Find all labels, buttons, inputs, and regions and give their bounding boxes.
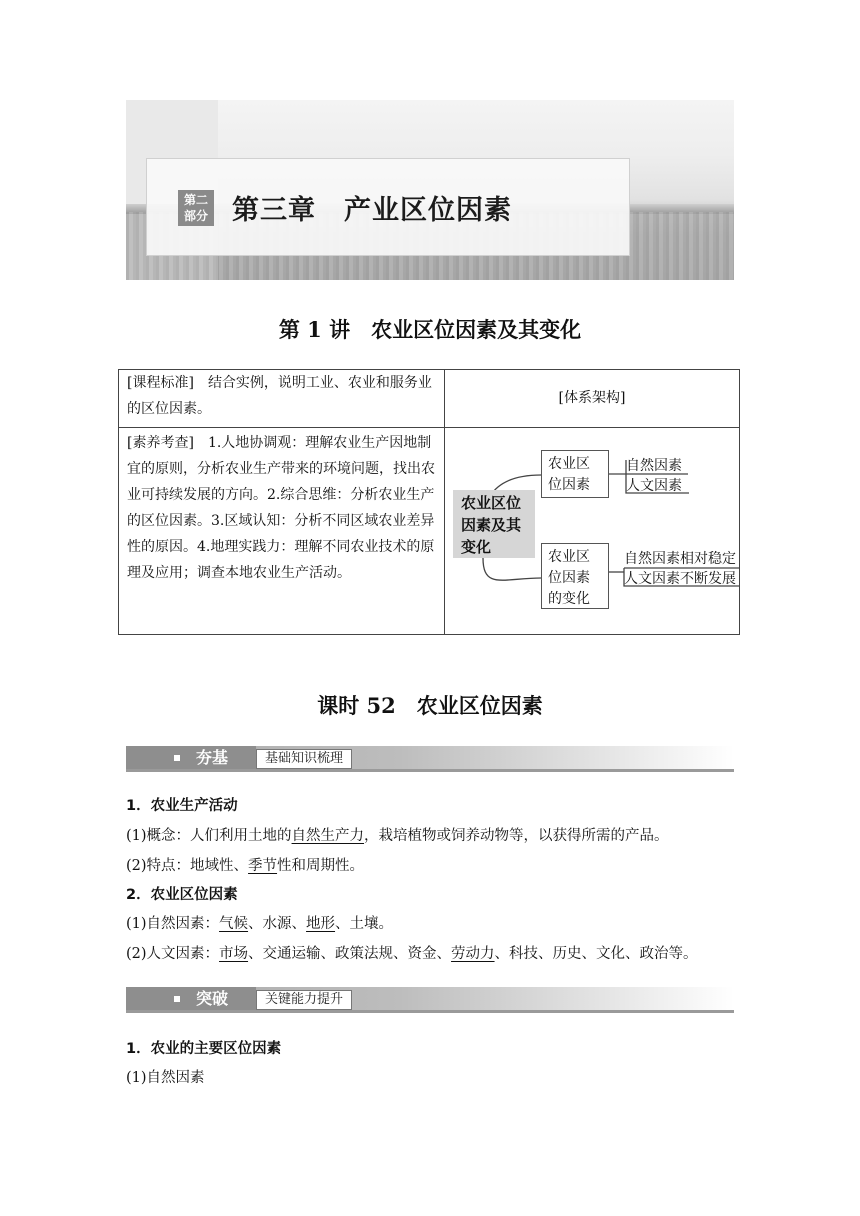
section-subtitle: 关键能力提升 (256, 990, 352, 1010)
mindmap-leaf-human: 人文因素 (626, 478, 682, 494)
human-text-mid: 、交通运输、政策法规、资金、 (248, 946, 452, 962)
natural-text-mid: 、水源、 (248, 916, 307, 932)
heading-main-factors: 1．农业的主要区位因素 (126, 1041, 282, 1057)
human-text-end: 、科技、历史、文化、政治等。 (494, 946, 698, 962)
feature-answer: 季节 (248, 858, 278, 874)
mindmap-root: 农业区位因素及其变化 (453, 490, 535, 558)
curriculum-standard-label: [课程标准] (127, 375, 194, 391)
square-bullet-icon (174, 755, 180, 761)
section-bar-dark (126, 987, 256, 1011)
curriculum-standard-text: 结合实例，说明工业、农业和服务业的区位因素。 (127, 375, 432, 417)
natural-answer-terrain: 地形 (306, 916, 336, 932)
mindmap-branch-factors: 农业区位因素 (541, 450, 609, 498)
curriculum-standard-cell (127, 370, 439, 422)
section-label: 突破 (196, 989, 229, 1008)
concept-text-end: ，栽培植物或饲养动物等，以获得所需的产品。 (364, 828, 669, 844)
section-bar-breakthrough (126, 987, 734, 1013)
mindmap-leaf-natural-stable: 自然因素相对稳定 (624, 551, 736, 567)
concept-answer: 自然生产力 (291, 828, 365, 844)
natural-text: (1)自然因素： (126, 916, 220, 932)
concept-line (126, 826, 669, 846)
heading-location-factors: 2．农业区位因素 (126, 887, 238, 903)
chapter-banner (126, 100, 734, 280)
feature-line (126, 856, 364, 876)
table-divider-horizontal (118, 427, 740, 428)
concept-text: (1)概念：人们利用土地的 (126, 828, 292, 844)
human-answer-market: 市场 (219, 946, 249, 962)
natural-factors-line (126, 914, 393, 934)
section-label: 夯基 (196, 748, 229, 767)
human-text: (2)人文因素： (126, 946, 220, 962)
part-tag-line1: 第二 (183, 193, 208, 207)
section-bar-underline (126, 769, 734, 772)
feature-text: (2)特点：地域性、 (126, 858, 249, 874)
section-subtitle: 基础知识梳理 (256, 749, 352, 769)
human-factors-line (126, 944, 698, 964)
section-bar-foundation (126, 746, 734, 772)
mindmap-branch-changes: 农业区位因素的变化 (541, 543, 609, 609)
natural-factors-subheading: (1)自然因素 (126, 1070, 205, 1086)
natural-text-end: 、土壤。 (335, 916, 394, 932)
section-bar-dark (126, 746, 256, 770)
part-tag-line2: 部分 (183, 209, 208, 223)
section-bar-underline (126, 1010, 734, 1013)
human-answer-labor: 劳动力 (451, 946, 495, 962)
chapter-title: 第三章 产业区位因素 (232, 195, 512, 226)
lecture-title: 第 1 讲 农业区位因素及其变化 (278, 317, 582, 342)
square-bullet-icon (174, 996, 180, 1002)
feature-text-end: 性和周期性。 (277, 858, 365, 874)
natural-answer-climate: 气候 (219, 916, 249, 932)
mindmap-leaf-natural: 自然因素 (626, 458, 682, 474)
mindmap-leaf-human-developing: 人文因素不断发展 (624, 571, 736, 587)
part-tag (178, 190, 214, 226)
heading-agri-activity: 1．农业生产活动 (126, 798, 238, 814)
literacy-cell (127, 430, 439, 586)
literacy-label: [素养考查] (127, 435, 194, 451)
framework-label: [体系架构] (558, 390, 626, 406)
lesson-title: 课时 52 农业区位因素 (317, 693, 543, 718)
literacy-text: 1.人地协调观：理解农业生产因地制宜的原则，分析农业生产带来的环境问题，找出农业可持续发展的方向。2.综合思维：分析农业生产的区位因素。3.区域认知：分析不同区域农业差异性的原因。4.地理实践力：理解不同农业技术的原理及应用；调查本地农业生产活动。 (127, 435, 435, 581)
